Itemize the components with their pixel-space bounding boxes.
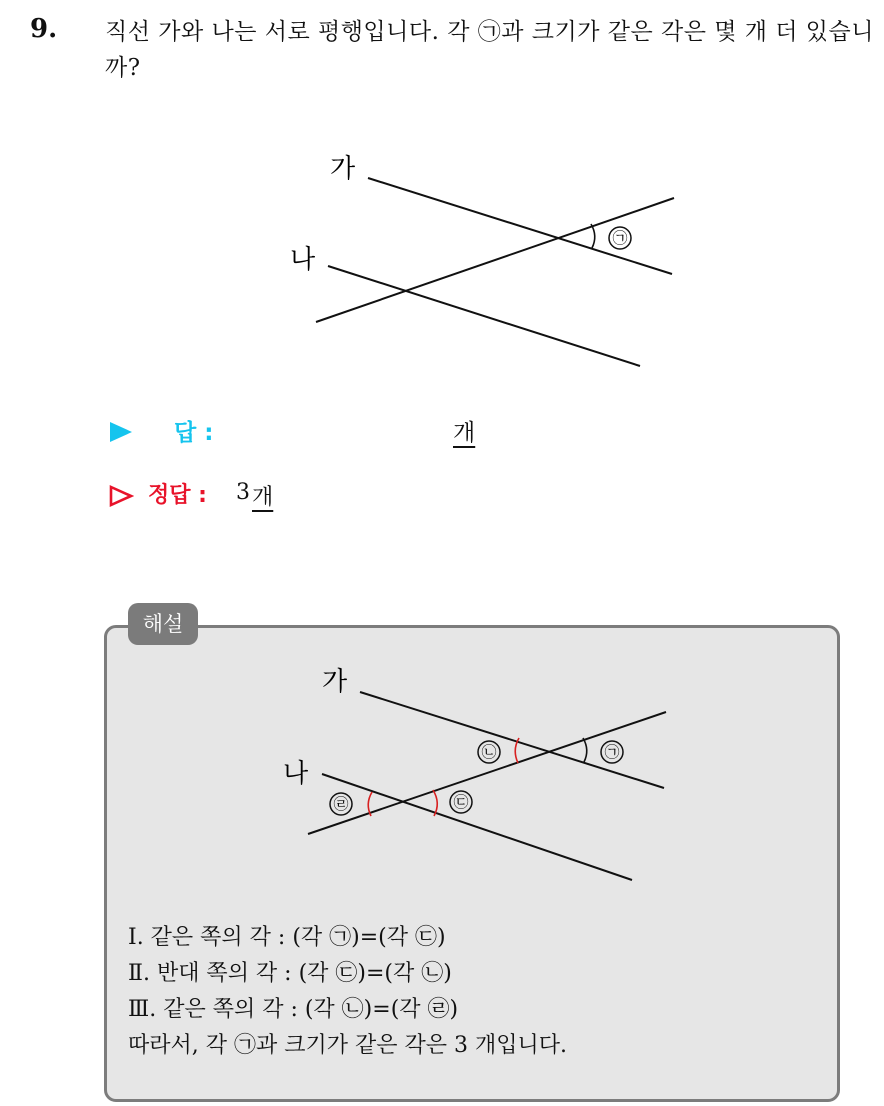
explanation-text (128, 920, 828, 1064)
outline-triangle-icon (108, 484, 134, 508)
angle-a-symbol: ㉠ (604, 743, 620, 761)
expl-line-na (322, 774, 632, 880)
label-na: 나 (290, 245, 316, 275)
explanation-figure (0, 640, 884, 900)
correct-answer-row (108, 476, 608, 516)
question-number: 9. (30, 14, 58, 44)
answer-label: 답 : (174, 420, 214, 446)
correct-unit: 개 (252, 485, 274, 510)
angle-c-symbol: ㉢ (453, 793, 469, 811)
line-ga (368, 178, 672, 274)
explanation-line-4: 따라서, 각 ㉠과 크기가 같은 각은 3 개입니다. (128, 1033, 567, 1058)
expl-label-na: 나 (283, 759, 309, 789)
expl-line-ga (360, 692, 664, 788)
transversal-line (316, 198, 674, 322)
explanation-line-3: Ⅲ. 같은 쪽의 각 : (각 ㉡)=(각 ㉣) (128, 997, 459, 1022)
explanation-line-1: Ⅰ. 같은 쪽의 각 : (각 ㉠)=(각 ㉢) (128, 925, 446, 950)
label-ga: 가 (330, 154, 356, 184)
question-text: 직선 가와 나는 서로 평행입니다. 각 ㉠과 크기가 같은 각은 몇 개 더 있습니까? (105, 19, 874, 81)
explanation-tab: 해설 (128, 603, 198, 645)
play-triangle-icon (108, 420, 134, 444)
line-na (328, 266, 640, 366)
angle-a-symbol: ㉠ (612, 229, 628, 247)
explanation-line-2: Ⅱ. 반대 쪽의 각 : (각 ㉢)=(각 ㉡) (128, 961, 452, 986)
correct-value: 3 (236, 480, 250, 505)
problem-figure (0, 0, 884, 420)
angle-d-symbol: ㉣ (333, 795, 349, 813)
expl-transversal-line (308, 712, 666, 834)
expl-label-ga: 가 (322, 667, 348, 697)
correct-label: 정답 : (148, 483, 207, 508)
angle-b-symbol: ㉡ (481, 743, 497, 761)
angle-a-arc (583, 738, 587, 762)
answer-row (108, 412, 608, 452)
answer-unit: 개 (453, 420, 476, 446)
